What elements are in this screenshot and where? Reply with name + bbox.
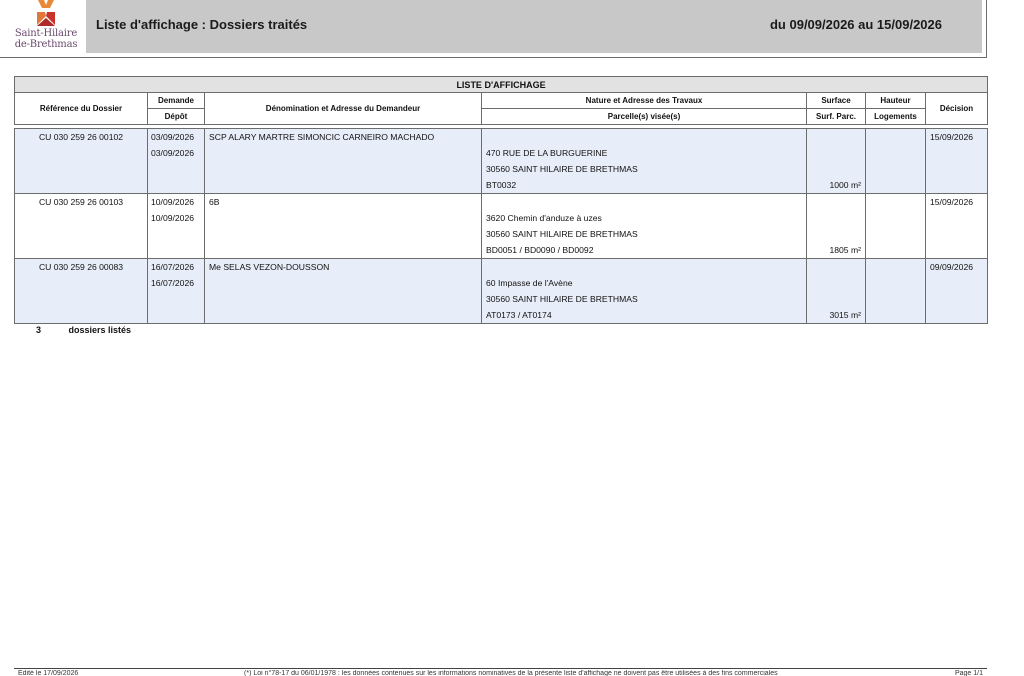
summary-label: dossiers listés: [68, 325, 132, 335]
address-line-1: 3620 Chemin d'anduze à uzes: [486, 213, 602, 223]
col-header-surf-parc: Surf. Parc.: [807, 109, 866, 125]
col-header-demande: Demande: [148, 93, 205, 109]
date-depot: 10/09/2026: [151, 213, 195, 223]
cell-surface: [807, 259, 866, 324]
address-line-1: 60 Impasse de l'Avène: [486, 278, 573, 288]
footer-rule: [14, 668, 987, 669]
col-header-surface: Surface: [807, 93, 866, 109]
table-row: [15, 259, 988, 324]
cell-hauteur: [866, 129, 926, 194]
summary-count: 3: [36, 325, 42, 335]
logo-text: [12, 29, 80, 50]
cell-reference: CU 030 259 26 00103: [15, 194, 148, 259]
address-line-2: 30560 SAINT HILAIRE DE BRETHMAS: [486, 164, 638, 174]
town-logo: [12, 0, 80, 56]
date-demande: 03/09/2026: [151, 132, 195, 142]
cell-surface: [807, 129, 866, 194]
surface-value: 1805 m²: [829, 245, 861, 255]
cell-surface: [807, 194, 866, 259]
date-depot: 03/09/2026: [151, 148, 195, 158]
parcelles: BD0051 / BD0090 / BD0092: [486, 245, 594, 255]
surface-value: 1000 m²: [829, 180, 861, 190]
cell-dates: [148, 259, 205, 324]
col-header-decision: Décision: [926, 93, 988, 125]
logo-emblem-icon: [34, 0, 58, 28]
parcelles: BT0032: [486, 180, 517, 190]
cell-reference: CU 030 259 26 00102: [15, 129, 148, 194]
cell-decision: 09/09/2026: [926, 259, 988, 324]
footer-edit-date: Edité le 17/09/2026: [18, 670, 79, 676]
table-row: [15, 194, 988, 259]
parcelles: AT0173 / AT0174: [486, 310, 552, 320]
col-header-nature: Nature et Adresse des Travaux: [482, 93, 807, 109]
address-line-2: 30560 SAINT HILAIRE DE BRETHMAS: [486, 229, 638, 239]
surface-value: 3015 m²: [829, 310, 861, 320]
cell-decision: 15/09/2026: [926, 194, 988, 259]
col-header-parcelles: Parcelle(s) visée(s): [482, 109, 807, 125]
cell-dates: [148, 129, 205, 194]
cell-travaux: [482, 259, 807, 324]
cell-decision: 15/09/2026: [926, 129, 988, 194]
cell-demandeur: SCP ALARY MARTRE SIMONCIC CARNEIRO MACHADO: [205, 129, 482, 194]
page-footer: [14, 670, 987, 676]
col-header-reference: Référence du Dossier: [15, 93, 148, 125]
cell-hauteur: [866, 259, 926, 324]
col-header-depot: Dépôt: [148, 109, 205, 125]
cell-travaux: [482, 194, 807, 259]
table-row: [15, 129, 988, 194]
footer-legal-notice: (*) Loi n°78-17 du 06/01/1978 : les données contenues sur les informations nominatives de la présente liste d'affichage ne doivent pas être utilisées à des fins commerciales: [244, 670, 778, 676]
col-header-denomination: Dénomination et Adresse du Demandeur: [205, 93, 482, 125]
col-header-hauteur: Hauteur: [866, 93, 926, 109]
cell-travaux: [482, 129, 807, 194]
address-line-1: 470 RUE DE LA BURGUERINE: [486, 148, 608, 158]
cell-hauteur: [866, 194, 926, 259]
address-line-2: 30560 SAINT HILAIRE DE BRETHMAS: [486, 294, 638, 304]
date-demande: 16/07/2026: [151, 262, 195, 272]
table-band-title: LISTE D'AFFICHAGE: [15, 77, 988, 93]
document-header: [0, 0, 987, 58]
date-demande: 10/09/2026: [151, 197, 195, 207]
footer-page-number: Page 1/1: [954, 670, 983, 676]
col-header-logements: Logements: [866, 109, 926, 125]
date-depot: 16/07/2026: [151, 278, 195, 288]
listing-table: [14, 76, 988, 324]
cell-reference: CU 030 259 26 00083: [15, 259, 148, 324]
summary: [36, 325, 131, 335]
cell-dates: [148, 194, 205, 259]
cell-demandeur: 6B: [205, 194, 482, 259]
logo-line-2: de-Brethmas: [14, 38, 78, 50]
period-range: du 09/09/2026 au 15/09/2026: [769, 17, 942, 32]
logo-line-1: Saint-Hilaire: [14, 28, 78, 39]
page-title: Liste d'affichage : Dossiers traités: [96, 17, 308, 32]
cell-demandeur: Me SELAS VEZON-DOUSSON: [205, 259, 482, 324]
listing-table-wrapper: [14, 76, 987, 324]
